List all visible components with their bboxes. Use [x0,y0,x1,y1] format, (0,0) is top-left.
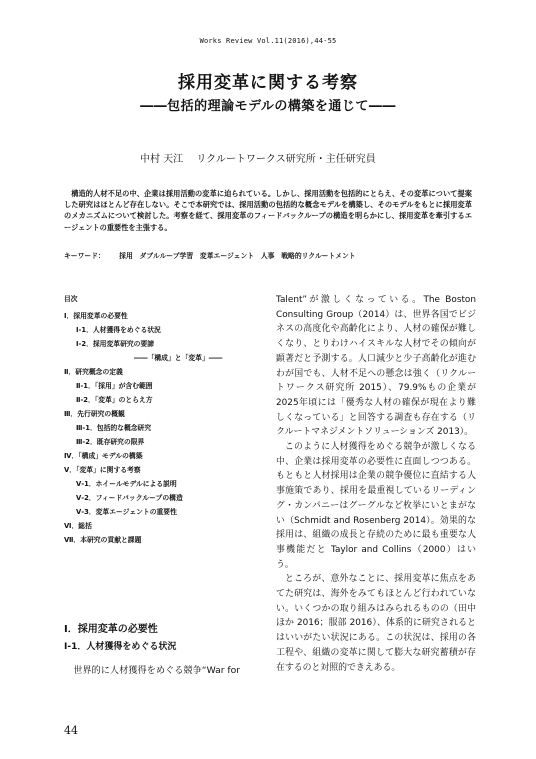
toc-item: Ⅴ．「変革」に関する考察 [64,466,141,474]
journal-header: Works Review Vol.11(2016),44-55 [199,37,337,45]
section-heading: Ⅰ．採用変革の必要性 [64,624,158,635]
toc-item: Ⅲ．先行研究の概観 [64,410,125,418]
paper-title: 採用変革に関する考察 [178,73,358,93]
toc-item: Ⅰ-2．採用変革研究の要諦 [76,340,155,348]
toc-item: ――「構成」と「変革」―― [134,354,223,362]
author-line [140,150,386,165]
keywords-text: 採用 ダブルループ学習 変革エージェント 人事 戦略的リクルートメント [119,252,356,260]
toc-item: Ⅴ-2．フィードバックループの構造 [76,494,183,502]
body-paragraph: Talent”が激しくなっている。The Boston Consulting Group（2014）は、世界各国でビジネスの高度化や高齢化により、人材の確保が難しくなり、とりわけハイスキルな人材でその傾向が顕著だと予測する。人口減少と少子高齢化が進むわが国でも、人材不足への懸念は強く（リクルートワークス研究所 2015）、79.9%もの企業が2025年頃には「優秀な人材の確保が現在より難しくなっている」と回答する調査も存在する（リクルートマネジメントソリューションズ 2013）。 [276,295,476,438]
paper-subtitle: ――包括的理論モデルの構築を通じて―― [140,99,396,114]
toc-item: Ⅱ．研究概念の定義 [64,368,123,376]
right-column [276,293,476,675]
toc-item: Ⅳ．「構成」モデルの構築 [64,452,143,460]
toc-item: Ⅶ．本研究の貢献と課題 [64,536,142,544]
toc-heading: 目次 [64,295,78,303]
body-text: 世界的に人材獲得をめぐる競争“War for [73,665,241,676]
toc-item: Ⅱ-1．「採用」が含む範囲 [76,382,153,390]
toc-item: Ⅲ-2．既存研究の限界 [76,438,145,446]
toc-item: Ⅲ-1．包括的な概念研究 [76,424,152,432]
toc-item: Ⅴ-3．変革エージェントの重要性 [76,508,177,516]
keywords [64,250,472,260]
keywords-label: キーワード： [64,252,105,260]
subsection-heading: Ⅰ-1．人材獲得をめぐる状況 [64,642,177,652]
body-paragraph: ところが、意外なことに、採用変革に焦点をあてた研究は、海外をみてもほとんど行われていない。いくつかの取り組みはみられるものの（田中ほか 2016；服部 2016）、体系的に研究されるとはいいがたい状況にある。この状況は、採用の各工程や、組織の変革に関して膨大な研究蓄積が存在するのと対照的できえある。 [276,574,476,673]
toc-item: Ⅰ．採用変革の必要性 [64,312,128,320]
toc-item: Ⅵ．総括 [64,522,92,530]
toc-item: Ⅰ-1．人材獲得をめぐる状況 [76,326,161,334]
author-affiliation: リクルートワークス研究所・主任研究員 [196,154,376,165]
page-number: 44 [64,724,78,737]
body-paragraph: このように人材獲得をめぐる競争が激しくなる中、企業は採用変革の必要性に直面しつつある。もともと人材採用は企業の競争優位に直結する人事施策であり、採用を最重視しているリーディング・カンパニーはグーグルなど枚挙にいとまがない（Schmidt and Rosenberg 2014）。効果的な採用は、組織の成長と存続のために最も重要な人事機能だと Taylor and Collins（2000）はいう。 [276,442,476,570]
abstract: 構造的人材不足の中、企業は採用活動の変革に迫られている。しかし、採用活動を包括的にとらえ、その変革について提案した研究はほとんど存在しない。そこで本研究では、採用活動の包括的な概念モデルを構築し、そのモデルをもとに採用変革のメカニズムについて検討した。考察を経て、採用変革のフィードバックループの構造を明らかにし、採用変革を牽引するエージェントの重要性を主張する。 [64,189,472,232]
toc-item: Ⅴ-1．ホイールモデルによる説明 [76,480,177,488]
table-of-contents [64,293,264,547]
toc-item: Ⅱ-2．「変革」のとらえ方 [76,396,153,404]
author-name: 中村 天江 [140,154,184,165]
